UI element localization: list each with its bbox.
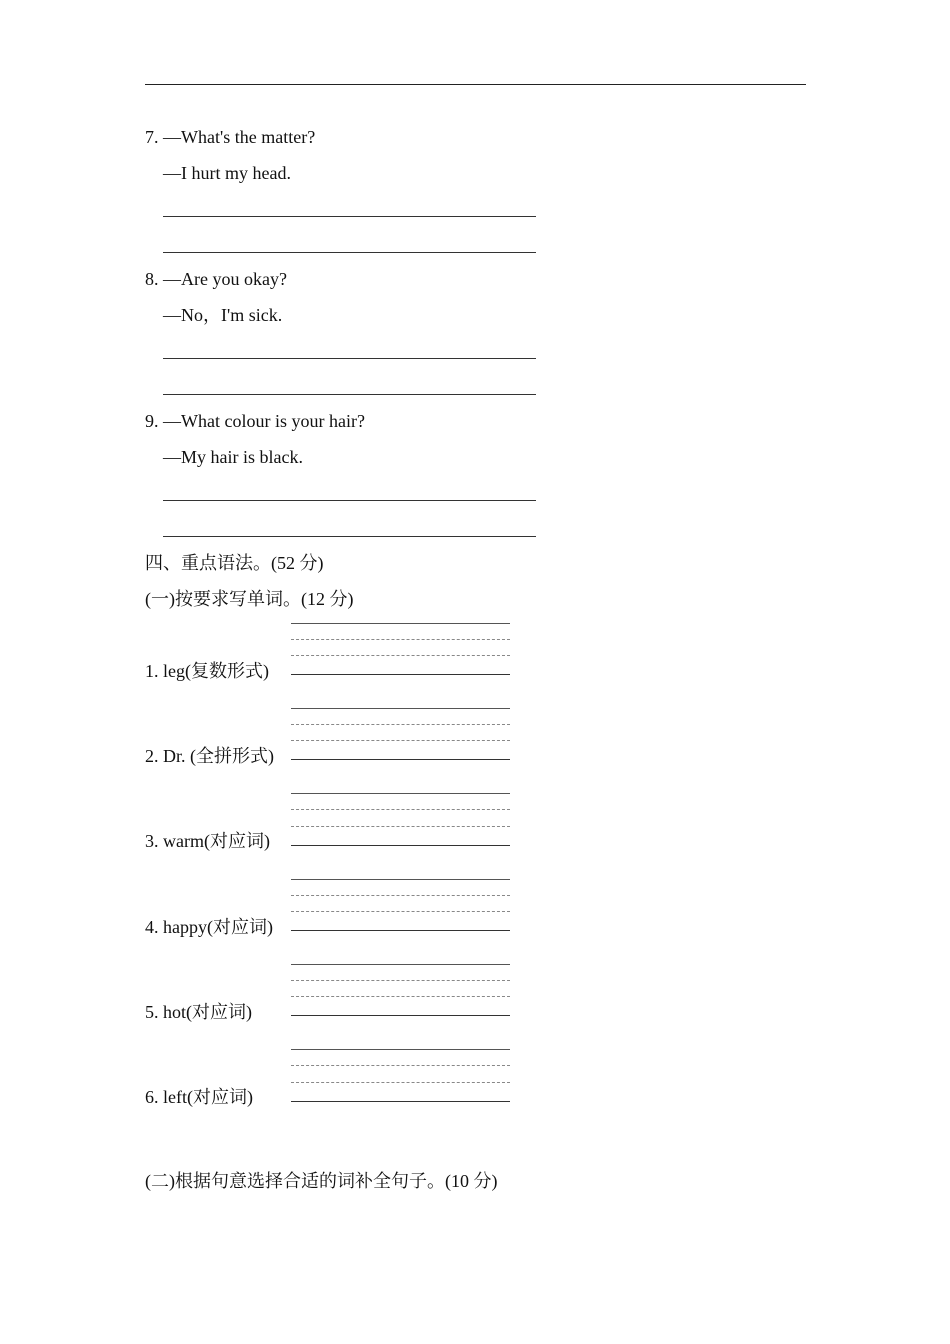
word-task-6: 6. left(对应词) xyxy=(145,1087,253,1107)
word-answer-line-1[interactable] xyxy=(291,674,510,675)
dialogue-question-8: 8. —Are you okay? xyxy=(145,269,287,289)
word-answer-line-4[interactable] xyxy=(291,930,510,931)
answer-line-7a[interactable] xyxy=(163,216,536,217)
word-answer-line-2[interactable] xyxy=(291,759,510,760)
word-answer-line-3[interactable] xyxy=(291,845,510,846)
writing-guide-top-6 xyxy=(291,1049,510,1050)
writing-guide-top-5 xyxy=(291,964,510,965)
word-task-2: 2. Dr. (全拼形式) xyxy=(145,746,274,766)
dialogue-question-7: 7. —What's the matter? xyxy=(145,127,316,147)
writing-guide-dots-3a xyxy=(291,809,510,810)
part-a-title: (一)按要求写单词。(12 分) xyxy=(145,589,354,609)
writing-guide-top-2 xyxy=(291,708,510,709)
answer-line-9b[interactable] xyxy=(163,536,536,537)
word-task-5: 5. hot(对应词) xyxy=(145,1002,252,1022)
answer-line-8a[interactable] xyxy=(163,358,536,359)
section-title: 四、重点语法。(52 分) xyxy=(145,553,324,573)
word-task-4: 4. happy(对应词) xyxy=(145,917,273,937)
writing-guide-dots-4a xyxy=(291,895,510,896)
writing-guide-dots-6a xyxy=(291,1065,510,1066)
answer-line-9a[interactable] xyxy=(163,500,536,501)
word-task-1: 1. leg(复数形式) xyxy=(145,661,269,681)
writing-guide-dots-2a xyxy=(291,724,510,725)
writing-guide-dots-6b xyxy=(291,1082,510,1083)
part-b-title: (二)根据句意选择合适的词补全句子。(10 分) xyxy=(145,1171,498,1191)
dialogue-answer-8: —No，I'm sick. xyxy=(163,305,283,325)
writing-guide-top-4 xyxy=(291,879,510,880)
writing-guide-dots-3b xyxy=(291,826,510,827)
writing-guide-top-1 xyxy=(291,623,510,624)
dialogue-question-9: 9. —What colour is your hair? xyxy=(145,411,365,431)
writing-guide-dots-1a xyxy=(291,639,510,640)
answer-line-8b[interactable] xyxy=(163,394,536,395)
word-answer-line-5[interactable] xyxy=(291,1015,510,1016)
dialogue-answer-9: —My hair is black. xyxy=(163,447,303,467)
writing-guide-dots-2b xyxy=(291,740,510,741)
word-answer-line-6[interactable] xyxy=(291,1101,510,1102)
answer-line-7b[interactable] xyxy=(163,252,536,253)
header-rule xyxy=(145,84,806,85)
dialogue-answer-7: —I hurt my head. xyxy=(163,163,291,183)
writing-guide-dots-4b xyxy=(291,911,510,912)
writing-guide-dots-1b xyxy=(291,655,510,656)
word-task-3: 3. warm(对应词) xyxy=(145,831,270,851)
writing-guide-dots-5a xyxy=(291,980,510,981)
writing-guide-dots-5b xyxy=(291,996,510,997)
writing-guide-top-3 xyxy=(291,793,510,794)
